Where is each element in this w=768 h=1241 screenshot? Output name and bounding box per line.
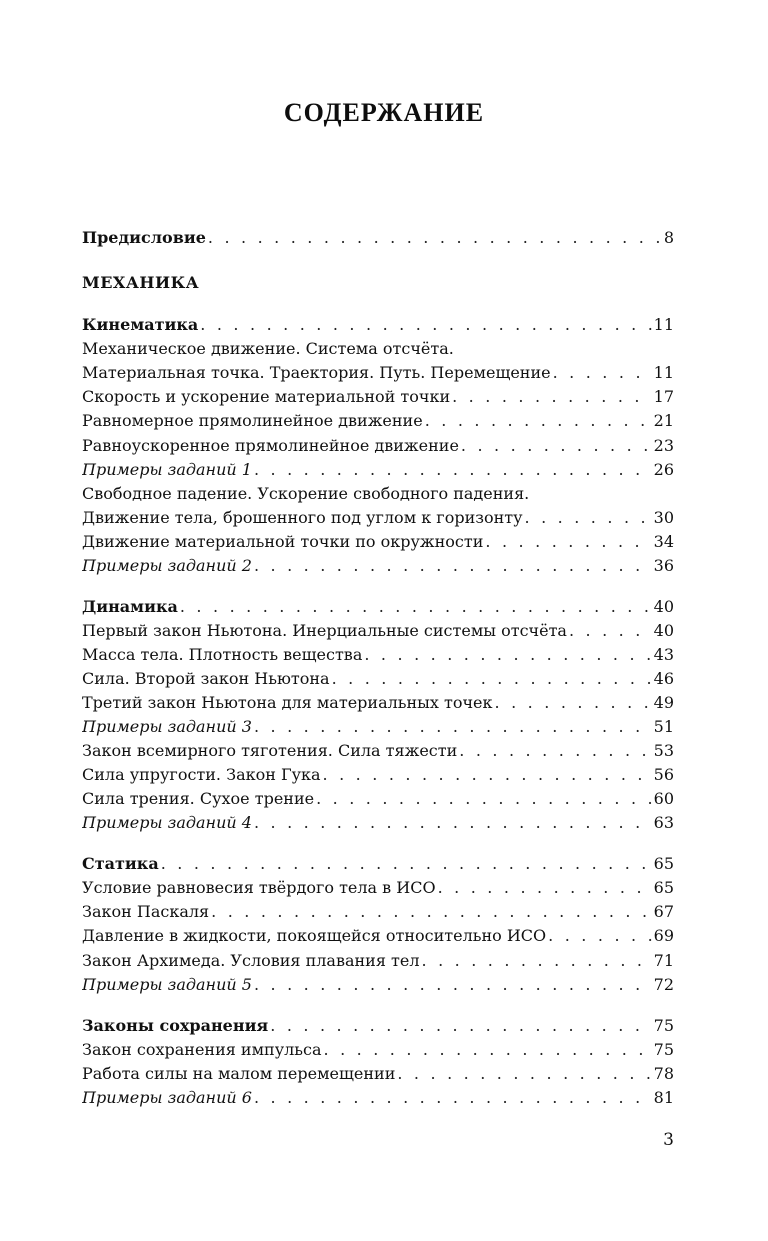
toc-group-heading[interactable] <box>82 596 674 618</box>
toc-entry-label: Примеры заданий 6 <box>82 1088 252 1107</box>
dot-leader <box>254 812 652 834</box>
toc-entry-label: Движение материальной точки по окружности <box>82 532 484 551</box>
toc-entry-examples[interactable] <box>82 716 674 738</box>
toc-entry[interactable] <box>82 877 674 899</box>
toc-entry-label: Закон сохранения импульса <box>82 1040 322 1059</box>
toc-entry-examples[interactable] <box>82 974 674 996</box>
toc-entry-page: 49 <box>653 693 674 712</box>
toc-entry-examples[interactable] <box>82 812 674 834</box>
toc-entry-label: Примеры заданий 5 <box>82 975 252 994</box>
toc-entry-label: Третий закон Ньютона для материальных точек <box>82 693 493 712</box>
dot-leader <box>495 692 652 714</box>
toc-entry-page: 40 <box>653 597 674 616</box>
toc-entry <box>82 483 674 505</box>
toc-entry-label: Свободное падение. Ускорение свободного падения. <box>82 484 530 503</box>
toc-entry-label: Сила трения. Сухое трение <box>82 789 315 808</box>
toc-entry-label: Закон Архимеда. Условия плавания тел <box>82 951 420 970</box>
toc-entry-label: Масса тела. Плотность вещества <box>82 645 363 664</box>
toc-entry[interactable] <box>82 901 674 923</box>
toc-entry-page: 46 <box>653 669 674 688</box>
page-title: СОДЕРЖАНИЕ <box>283 98 485 127</box>
toc-entry-page: 78 <box>653 1064 674 1083</box>
dot-leader <box>180 596 652 618</box>
toc-entry-page: 51 <box>653 717 674 736</box>
toc-entry-label: Работа силы на малом перемещении <box>82 1064 396 1083</box>
toc-entry-page: 75 <box>653 1040 674 1059</box>
toc-entry-page: 21 <box>653 411 674 430</box>
dot-leader <box>208 227 662 249</box>
toc-entry-page: 72 <box>653 975 674 994</box>
toc-entry-label: Материальная точка. Траектория. Путь. Перемещение <box>82 363 551 382</box>
toc-entry-page: 30 <box>653 508 674 527</box>
dot-leader <box>254 555 652 577</box>
toc-entry[interactable] <box>82 1039 674 1061</box>
dot-leader <box>254 974 652 996</box>
toc-entry-label: Закон всемирного тяготения. Сила тяжести <box>82 741 458 760</box>
toc-entry-page: 67 <box>653 902 674 921</box>
toc-entry-page: 36 <box>653 556 674 575</box>
toc-entry-page: 65 <box>653 854 674 873</box>
toc-entry-page: 34 <box>653 532 674 551</box>
toc-entry-page: 23 <box>653 436 674 455</box>
dot-leader <box>270 1015 651 1037</box>
toc-entry-label: Равномерное прямолинейное движение <box>82 411 423 430</box>
toc-entry[interactable] <box>82 950 674 972</box>
toc-entry-label: Законы сохранения <box>82 1016 269 1035</box>
toc-entry[interactable] <box>82 531 674 553</box>
toc-entry[interactable] <box>82 620 674 642</box>
toc-entry-page: 43 <box>653 645 674 664</box>
toc-entry-label: Сила. Второй закон Ньютона <box>82 669 330 688</box>
toc-entry-page: 53 <box>653 741 674 760</box>
toc-entry-page: 69 <box>653 926 674 945</box>
dot-leader <box>569 620 652 642</box>
dot-leader <box>452 386 652 408</box>
toc-entry[interactable] <box>82 1063 674 1085</box>
dot-leader <box>316 788 652 810</box>
dot-leader <box>254 716 652 738</box>
dot-leader <box>485 531 651 553</box>
dot-leader <box>397 1063 651 1085</box>
dot-leader <box>422 950 652 972</box>
toc-entry[interactable] <box>82 362 674 384</box>
toc-entry-page: 81 <box>653 1088 674 1107</box>
toc-entry[interactable] <box>82 788 674 810</box>
toc-entry-page: 17 <box>653 387 674 406</box>
toc-entry-page: 26 <box>653 460 674 479</box>
toc-entry-label: Примеры заданий 3 <box>82 717 252 736</box>
toc-entry[interactable] <box>82 740 674 762</box>
toc-entry-examples[interactable] <box>82 555 674 577</box>
dot-leader <box>553 362 652 384</box>
toc-entry-page: 63 <box>653 813 674 832</box>
toc-entry-label: Давление в жидкости, покоящейся относительно ИСО <box>82 926 547 945</box>
toc-group-heading[interactable] <box>82 853 674 875</box>
toc-entry-label: Примеры заданий 2 <box>82 556 252 575</box>
toc-entry[interactable] <box>82 386 674 408</box>
toc-entry-preface[interactable] <box>82 227 674 249</box>
toc-entry[interactable] <box>82 435 674 457</box>
toc-entry[interactable] <box>82 692 674 714</box>
dot-leader <box>438 877 652 899</box>
toc-entry-page: 40 <box>653 621 674 640</box>
toc-entry-examples[interactable] <box>82 1087 674 1109</box>
toc-entry-label: Динамика <box>82 597 178 616</box>
dot-leader <box>324 1039 652 1061</box>
toc-entry-page: 11 <box>653 315 674 334</box>
toc-entry-label: Скорость и ускорение материальной точки <box>82 387 451 406</box>
toc-entry-label: Условие равновесия твёрдого тела в ИСО <box>82 878 436 897</box>
dot-leader <box>211 901 652 923</box>
dot-leader <box>161 853 652 875</box>
toc-entry[interactable] <box>82 764 674 786</box>
dot-leader <box>461 435 652 457</box>
dot-leader <box>254 1087 652 1109</box>
toc-entry-page: 11 <box>653 363 674 382</box>
toc-entry-page: 71 <box>653 951 674 970</box>
toc-group-heading[interactable] <box>82 314 674 336</box>
dot-leader <box>459 740 651 762</box>
dot-leader <box>548 925 651 947</box>
dot-leader <box>200 314 651 336</box>
dot-leader <box>425 410 652 432</box>
toc-entry[interactable] <box>82 644 674 666</box>
toc-entry-label: Примеры заданий 1 <box>82 460 252 479</box>
toc-entry[interactable] <box>82 507 674 529</box>
section-heading: МЕХАНИКА <box>82 273 200 292</box>
dot-leader <box>364 644 651 666</box>
toc-entry <box>82 338 674 360</box>
page-number: 3 <box>663 1130 674 1150</box>
toc-entry[interactable] <box>82 668 674 690</box>
toc-entry-page: 56 <box>653 765 674 784</box>
toc-group-heading[interactable] <box>82 1015 674 1037</box>
toc-entry-label: Закон Паскаля <box>82 902 210 921</box>
toc-entry[interactable] <box>82 925 674 947</box>
toc-entry-label: Первый закон Ньютона. Инерциальные системы отсчёта <box>82 621 567 640</box>
toc-entry-page: 60 <box>653 789 674 808</box>
toc-entry-label: Движение тела, брошенного под углом к горизонту <box>82 508 523 527</box>
toc-entry-page: 65 <box>653 878 674 897</box>
toc-entry-label: Равноускоренное прямолинейное движение <box>82 436 459 455</box>
dot-leader <box>525 507 652 529</box>
dot-leader <box>323 764 652 786</box>
toc-entry-label: Предисловие <box>82 228 206 247</box>
dot-leader <box>332 668 652 690</box>
toc-entry-page: 75 <box>653 1016 674 1035</box>
toc-entry-label: Кинематика <box>82 315 199 334</box>
toc-entry[interactable] <box>82 410 674 432</box>
toc-entry-page: 8 <box>663 228 674 247</box>
toc-entry-label: Сила упругости. Закон Гука <box>82 765 321 784</box>
toc-entry-examples[interactable] <box>82 459 674 481</box>
dot-leader <box>254 459 652 481</box>
toc-entry-label: Примеры заданий 4 <box>82 813 252 832</box>
toc-entry-label: Статика <box>82 854 159 873</box>
toc-entry-label: Механическое движение. Система отсчёта. <box>82 339 454 358</box>
